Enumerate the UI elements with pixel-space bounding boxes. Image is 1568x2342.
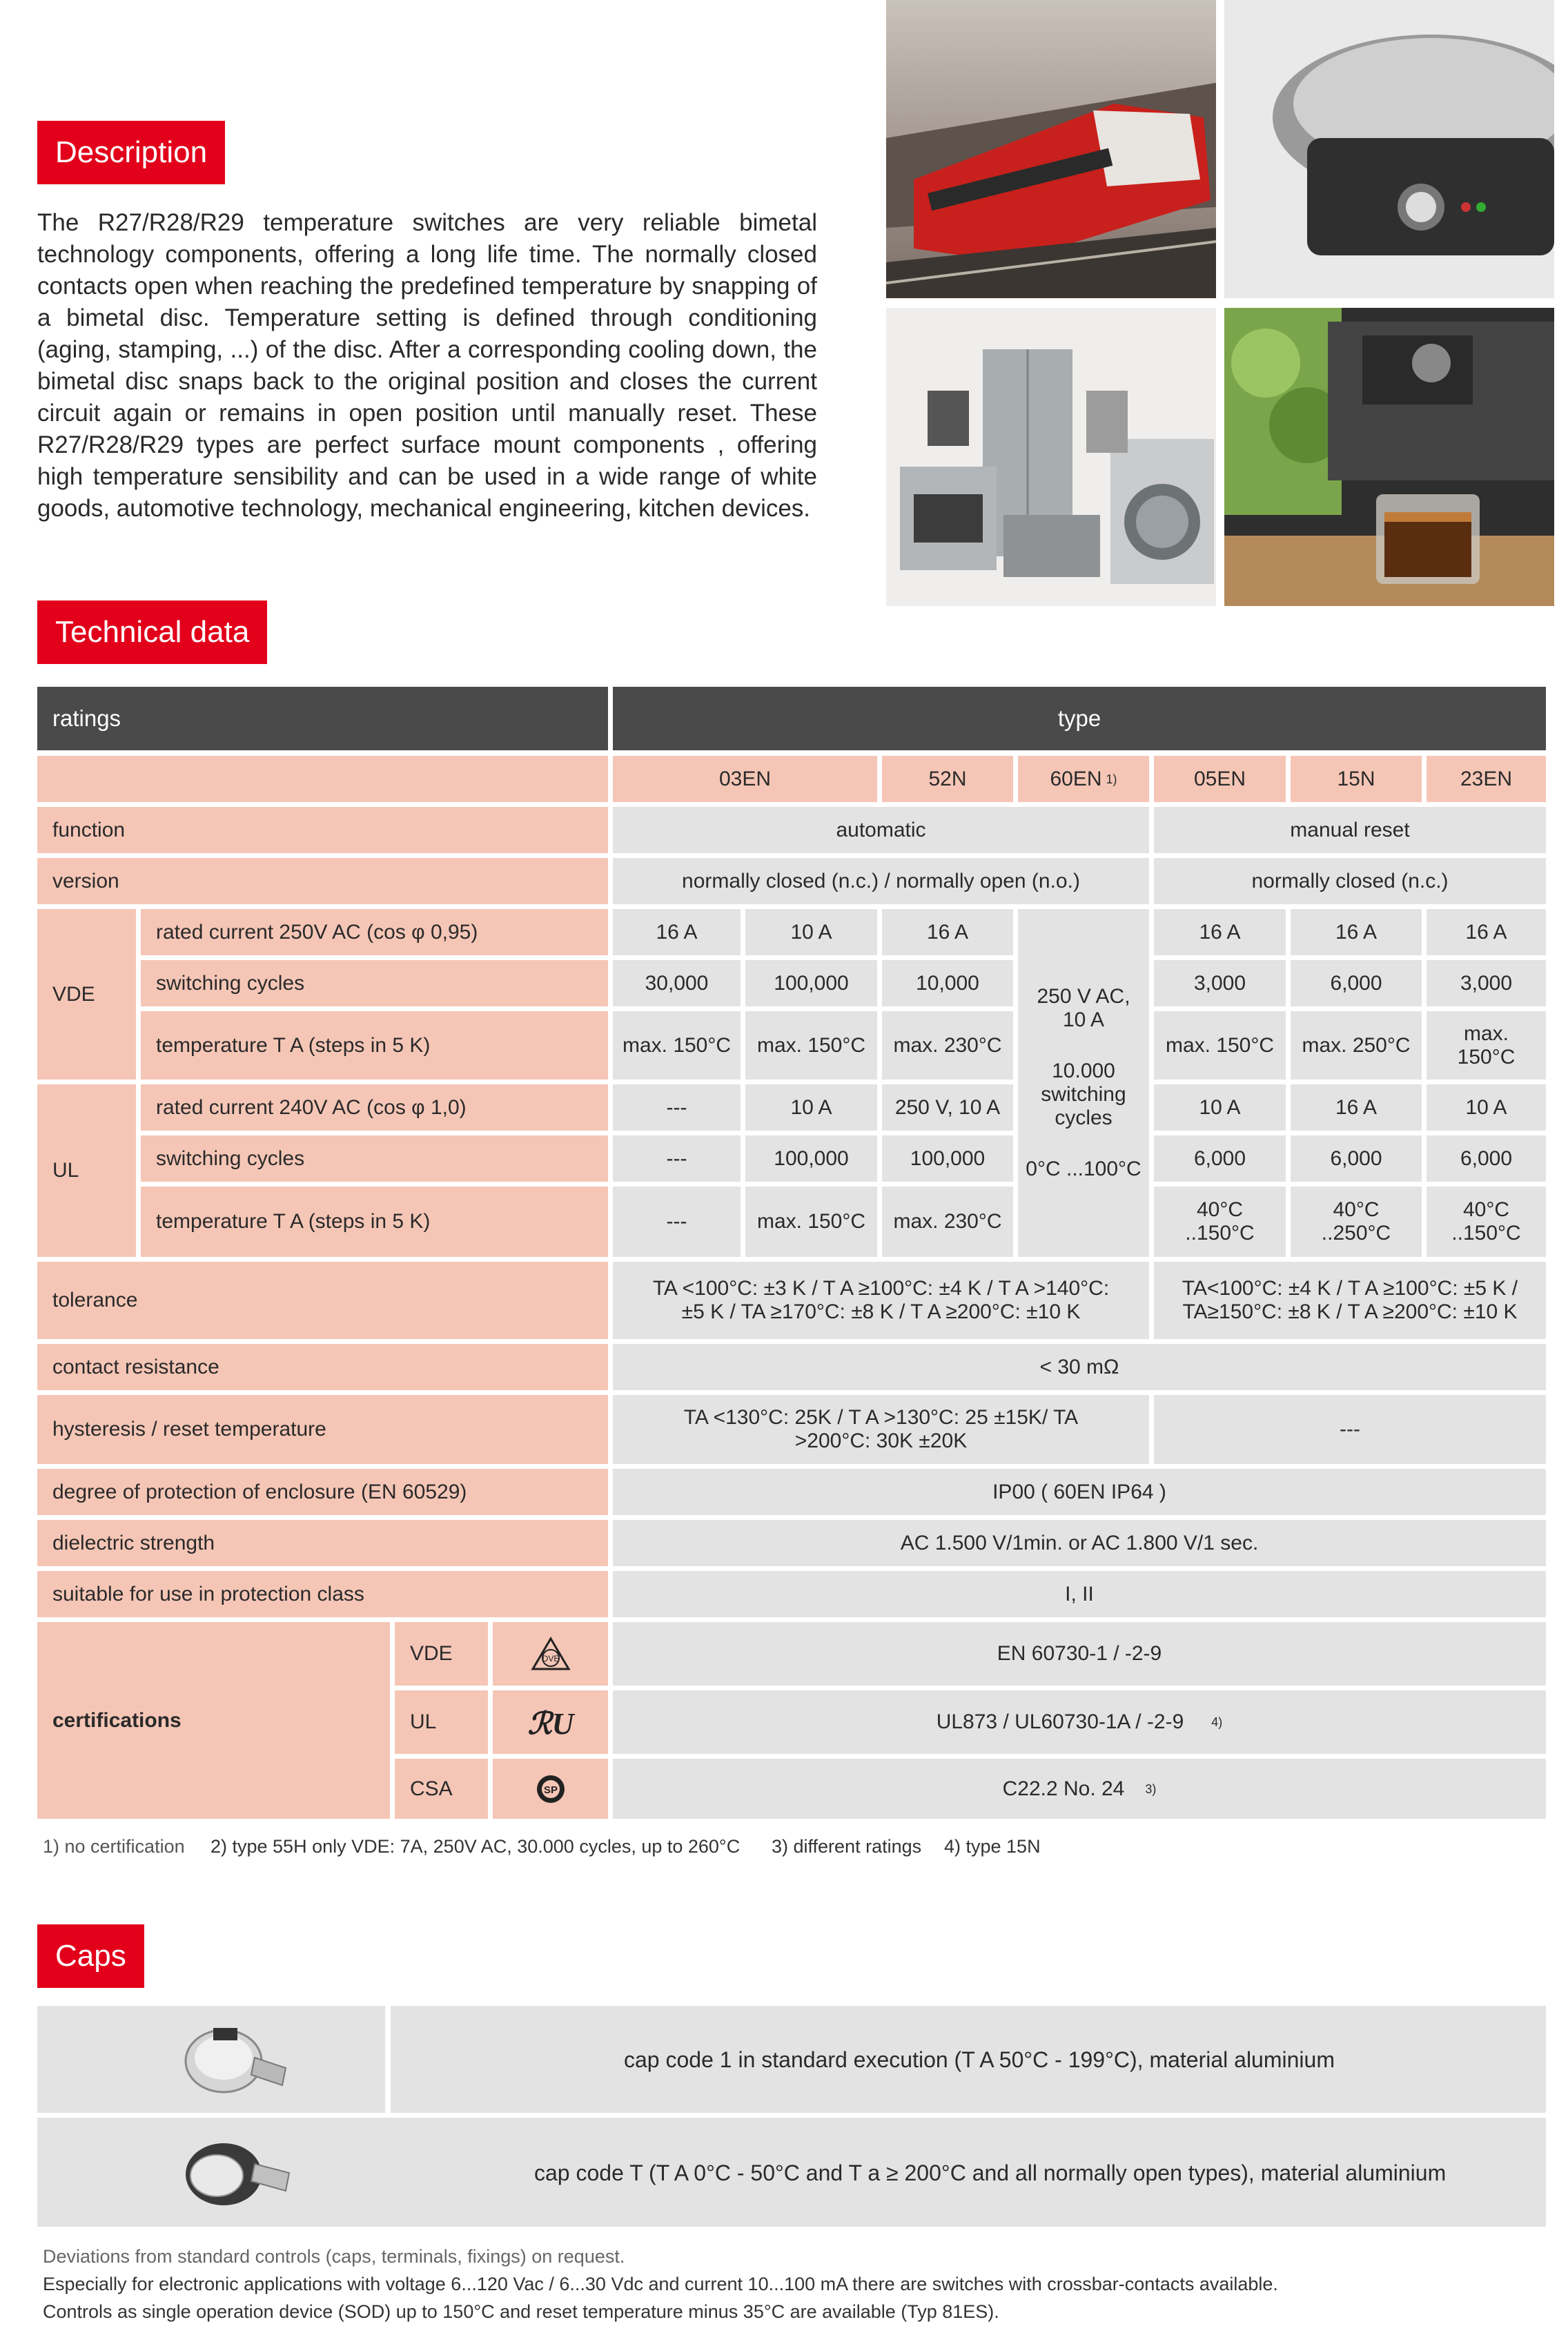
- ul-temp-15n: 40°C ..250°C: [1291, 1187, 1422, 1257]
- vde-cycles-52n: 100,000: [745, 960, 877, 1006]
- cert-ul-text: UL873 / UL60730-1A / -2-9: [936, 1710, 1184, 1733]
- tolerance-left: TA <100°C: ±3 K / T A ≥100°C: ±4 K / T A >140°C: ±5 K / TA ≥170°C: ±8 K / T A ≥200°C: ±10 K: [613, 1262, 1149, 1339]
- vde-temp-03en: max. 150°C: [613, 1011, 741, 1080]
- protection-label: degree of protection of enclosure (EN 60529): [37, 1469, 608, 1515]
- version-left: normally closed (n.c.) / normally open (n.o.): [613, 858, 1149, 904]
- protection-class-value: I, II: [613, 1571, 1546, 1617]
- footnote-1: 1) no certification: [43, 1836, 185, 1857]
- col-60en-voltage: 250 V AC, 10 A: [1037, 985, 1130, 1031]
- cap-row-1: [37, 2006, 1546, 2113]
- vde-mark-icon: [493, 1622, 608, 1686]
- vde-cycles-05en: 3,000: [1154, 960, 1286, 1006]
- cert-ul-name: UL: [395, 1690, 488, 1754]
- vde-cycles-23en: 3,000: [1427, 960, 1546, 1006]
- type-03en: 03EN: [613, 756, 877, 802]
- vde-cycles-03en: 30,000: [613, 960, 741, 1006]
- ul-current-23en: 10 A: [1427, 1084, 1546, 1131]
- caps-title: Caps: [37, 1924, 144, 1988]
- vde-current-60en: 16 A: [882, 909, 1013, 955]
- contact-resistance-label: contact resistance: [37, 1344, 608, 1390]
- cert-vde-value: [613, 1622, 1546, 1686]
- ul-temp-05en: 40°C ..150°C: [1154, 1187, 1286, 1257]
- note-1: Deviations from standard controls (caps, terminals, fixings) on request.: [43, 2246, 625, 2267]
- ul-mark-icon: [493, 1690, 608, 1754]
- version-right: normally closed (n.c.): [1154, 858, 1546, 904]
- vde-temp-52n: max. 150°C: [745, 1011, 877, 1080]
- vde-temp-label: temperature T A (steps in 5 K): [141, 1011, 608, 1080]
- ul-current-15n: 16 A: [1291, 1084, 1422, 1131]
- cert-ul-note: 4): [1211, 1715, 1223, 1729]
- note-2: Especially for electronic applications with voltage 6...120 Vac / 6...30 Vdc and current 10...100 mA there are switches with crossbar-contacts available.: [43, 2274, 1278, 2294]
- csa-mark-icon: [493, 1759, 608, 1819]
- ul-group-label: UL: [37, 1084, 136, 1257]
- ul-cycles-label: switching cycles: [141, 1135, 608, 1182]
- description-text: The R27/R28/R29 temperature switches are very reliable bimetal technology components, offering a long life time. The normally closed contacts open when reaching the predefined temperature by snapping of a bimetal disc. Temperature setting is defined through conditioning (aging, stamping, ...) of the disc. After a corresponding cooling down, the bimetal disc snaps back to the original position and closes the current circuit again or remains in open position until manually reset. These R27/R28/R29 types are perfect surface mount components , offering high temperature sensibility and can be used in a wide range of white goods, automotive technology, mechanical engineering, kitchen devices.: [37, 209, 817, 522]
- ul-temp-23en: 40°C ..150°C: [1427, 1187, 1546, 1257]
- cap-1-image: [175, 2020, 293, 2102]
- ratings-header: ratings: [37, 687, 608, 750]
- protection-class-label: suitable for use in protection class: [37, 1571, 608, 1617]
- dielectric-value: AC 1.500 V/1min. or AC 1.800 V/1 sec.: [613, 1520, 1546, 1566]
- tolerance-label: tolerance: [37, 1262, 608, 1339]
- vde-cycles-15n: 6,000: [1291, 960, 1422, 1006]
- type-60en-note: 1): [1106, 772, 1117, 786]
- ul-cycles-03en: ---: [613, 1135, 741, 1182]
- vde-temp-05en: max. 150°C: [1154, 1011, 1286, 1080]
- dielectric-label: dielectric strength: [37, 1520, 608, 1566]
- appliances-photo: [886, 308, 1216, 606]
- vde-current-05en: 16 A: [1154, 909, 1286, 955]
- tolerance-right: TA<100°C: ±4 K / T A ≥100°C: ±5 K / TA≥150°C: ±8 K / T A ≥200°C: ±10 K: [1154, 1262, 1546, 1339]
- svg-text:SP: SP: [543, 1784, 558, 1796]
- technical-data-title: Technical data: [37, 601, 267, 664]
- cert-csa-note: 3): [1145, 1782, 1157, 1796]
- vde-cycles-label: switching cycles: [141, 960, 608, 1006]
- footnote-4: 4) type 15N: [944, 1836, 1041, 1857]
- function-label: function: [37, 807, 608, 853]
- certifications-label: certifications: [37, 1622, 390, 1819]
- vde-current-23en: 16 A: [1427, 909, 1546, 955]
- col-60en-cycles: 10.000 switching cycles: [1041, 1060, 1126, 1129]
- hysteresis-left: TA <130°C: 25K / T A >130°C: 25 ±15K/ TA >200°C: 30K ±20K: [613, 1395, 1149, 1464]
- type-row-label: [37, 756, 608, 802]
- function-automatic: automatic: [613, 807, 1149, 853]
- vde-cycles-60en: 10,000: [882, 960, 1013, 1006]
- col-60en-temp: 0°C ...100°C: [1026, 1158, 1141, 1180]
- hysteresis-label: hysteresis / reset temperature: [37, 1395, 608, 1464]
- vde-current-03en: 16 A: [613, 909, 741, 955]
- ul-current-05en: 10 A: [1154, 1084, 1286, 1131]
- ul-current-52n: 10 A: [745, 1084, 877, 1131]
- ul-cycles-23en: 6,000: [1427, 1135, 1546, 1182]
- function-manual: manual reset: [1154, 807, 1546, 853]
- ul-cycles-52n: 100,000: [745, 1135, 877, 1182]
- ul-current-60en: 250 V, 10 A: [882, 1084, 1013, 1131]
- type-05en: 05EN: [1154, 756, 1286, 802]
- cap-1-text: cap code 1 in standard execution (T A 50°C - 199°C), material aluminium: [624, 2047, 1335, 2072]
- type-header: type: [613, 687, 1546, 750]
- cert-csa-text: C22.2 No. 24: [1002, 1777, 1125, 1800]
- footnote-2: 2) type 55H only VDE: 7A, 250V AC, 30.000 cycles, up to 260°C: [210, 1836, 741, 1857]
- cap-row-2: [37, 2118, 1546, 2227]
- type-60en: [1018, 756, 1149, 802]
- train-photo: [886, 0, 1216, 298]
- cert-ul-value: [613, 1690, 1546, 1754]
- protection-value: IP00 ( 60EN IP64 ): [613, 1469, 1546, 1515]
- vde-current-label: rated current 250V AC (cos φ 0,95): [141, 909, 608, 955]
- type-23en: 23EN: [1427, 756, 1546, 802]
- cert-vde-name: VDE: [395, 1622, 488, 1686]
- cap-2-text: cap code T (T A 0°C - 50°C and T a ≥ 200°C and all normally open types), material aluminium: [534, 2160, 1447, 2185]
- vde-current-15n: 16 A: [1291, 909, 1422, 955]
- vde-current-52n: 10 A: [745, 909, 877, 955]
- col-60en-merged: [1018, 909, 1149, 1257]
- cap-2-image: [175, 2133, 293, 2216]
- ul-cycles-60en: 100,000: [882, 1135, 1013, 1182]
- cert-vde-text: EN 60730-1 / -2-9: [997, 1642, 1162, 1665]
- svg-text:DVE: DVE: [542, 1654, 559, 1663]
- version-label: version: [37, 858, 608, 904]
- description-title: Description: [37, 121, 225, 184]
- cert-csa-value: [613, 1759, 1546, 1819]
- type-52n: 52N: [882, 756, 1013, 802]
- ul-cycles-05en: 6,000: [1154, 1135, 1286, 1182]
- hysteresis-right: ---: [1154, 1395, 1546, 1464]
- grill-photo: [1224, 0, 1554, 298]
- vde-temp-60en: max. 230°C: [882, 1011, 1013, 1080]
- type-60en-label: 60EN: [1050, 767, 1102, 790]
- vde-temp-15n: max. 250°C: [1291, 1011, 1422, 1080]
- ul-temp-label: temperature T A (steps in 5 K): [141, 1187, 608, 1257]
- ul-current-label: rated current 240V AC (cos φ 1,0): [141, 1084, 608, 1131]
- ul-temp-52n: max. 150°C: [745, 1187, 877, 1257]
- ul-current-03en: ---: [613, 1084, 741, 1131]
- type-15n: 15N: [1291, 756, 1422, 802]
- ul-temp-60en: max. 230°C: [882, 1187, 1013, 1257]
- ul-temp-03en: ---: [613, 1187, 741, 1257]
- note-3: Controls as single operation device (SOD) up to 150°C and reset temperature minus 35°C are available (Typ 81ES).: [43, 2301, 999, 2322]
- contact-resistance-value: < 30 mΩ: [613, 1344, 1546, 1390]
- footnote-3: 3) different ratings: [772, 1836, 922, 1857]
- vde-temp-23en: max. 150°C: [1427, 1011, 1546, 1080]
- cert-csa-name: CSA: [395, 1759, 488, 1819]
- coffee-machine-photo: [1224, 308, 1554, 606]
- ul-cycles-15n: 6,000: [1291, 1135, 1422, 1182]
- svg-text:ℛU: ℛU: [527, 1707, 574, 1739]
- vde-group-label: VDE: [37, 909, 136, 1080]
